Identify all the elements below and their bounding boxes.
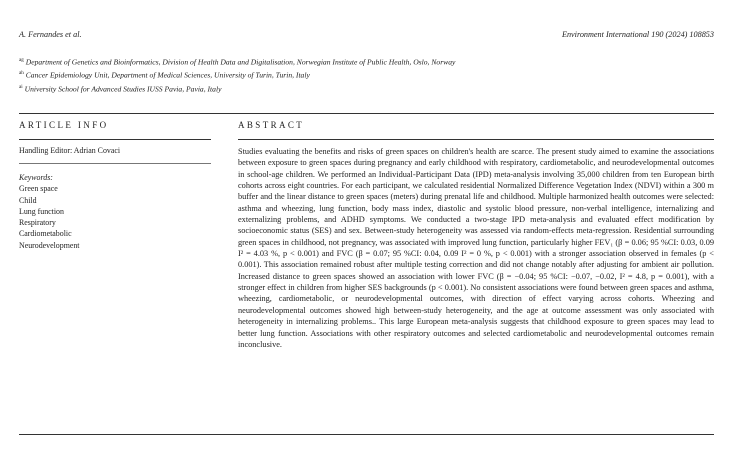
editor-divider bbox=[19, 163, 211, 164]
abstract-body bbox=[238, 146, 714, 350]
handling-editor: Handling Editor: Adrian Covaci bbox=[19, 146, 121, 155]
keywords-block bbox=[19, 172, 211, 251]
affiliation: $^{ai}$ University School for Advanced Studies IUSS Pavia, Pavia, Italy bbox=[19, 84, 222, 94]
affiliations bbox=[19, 55, 719, 95]
keywords-label: Keywords: bbox=[19, 173, 53, 182]
abstract-divider bbox=[238, 139, 714, 140]
abstract-text: Studies evaluating the benefits and risks of green spaces on children's health are scarce. The present study aimed to examine the associations between exposure to green spaces during pregnancy and early childhood with respiratory, cardiometabolic, and neurodevelopmental outcomes in school-age children. We performed an Individual-Participant Data (IPD) meta-analysis involving 35,000 children from ten European birth cohorts across eight countries. For each participant, we calculated residential Normalized Difference Vegetation Index (NDVI) within a 300 m buffer and the linear distance to green spaces (meters) during prenatal life and childhood. Multiple harmonized health outcomes were selected: asthma and wheezing, lung function, body mass index, diastolic and systolic blood pressure, non-verbal intelligence, internalizing and externalizing problems, and ADHD symptoms. We conducted a two-stage IPD meta-analysis and evaluated effect modification by socioeconomic status (SES) and sex. Between-study heterogeneity was assessed via random-effects meta-regression. Residential surrounding green spaces in childhood, not pregnancy, was associated with improved lung function, particularly higher FEV₁ (β = 0.06; 95 %CI: 0.03, 0.09 I² = 4.03 %, p < 0.001) and FVC (β = 0.07; 95 %CI: 0.04, 0.09 I² = 0 %, p < 0.001) with a stronger association observed in females (p < 0.001). This association remained robust after multiple testing correction and did not change notably after adjusting for ambient air pollution. Increased distance to green spaces showed an association with lower FVC (β = −0.04; 95 %CI: −0.07, −0.02, I² = 4.8, p = 0.001), with a stronger effect in children from higher SES backgrounds (p < 0.001). No consistent associations were found between green spaces and asthma, wheezing, cardiometabolic, or neurodevelopmental outcomes, with direction of effect varying across cohorts. Wheezing and neurodevelopmental outcomes showed high between-study heterogeneity, and the age at outcome assessment was only associated with heterogeneity in internalizing problems.. This large European meta-analysis suggests that childhood exposure to green spaces may lead to better lung function. Associations with other respiratory outcomes and selected cardiometabolic and neurodevelopmental outcomes remain inconclusive. bbox=[238, 147, 714, 349]
article-info-heading: ARTICLE INFO bbox=[19, 120, 109, 130]
keyword: Child bbox=[19, 195, 37, 205]
keyword: Neurodevelopment bbox=[19, 240, 80, 250]
keyword: Lung function bbox=[19, 206, 64, 216]
running-head-authors: A. Fernandes et al. bbox=[19, 30, 82, 39]
bottom-divider bbox=[19, 434, 714, 435]
affiliation: $^{ah}$ Cancer Epidemiology Unit, Department of Medical Sciences, University of Turin, Turin, Italy bbox=[19, 70, 310, 80]
running-head-journal: Environment International 190 (2024) 108853 bbox=[561, 30, 714, 39]
affiliation: $^{ag}$ Department of Genetics and Bioinformatics, Division of Health Data and Digitalisation, Norwegian Institute of Public Health, Oslo, Norway bbox=[19, 57, 456, 67]
abstract-heading: ABSTRACT bbox=[238, 120, 305, 130]
keyword: Green space bbox=[19, 184, 58, 194]
keyword: Respiratory bbox=[19, 218, 56, 228]
article-info-divider bbox=[19, 139, 211, 140]
running-head bbox=[19, 30, 714, 39]
keyword: Cardiometabolic bbox=[19, 229, 72, 239]
top-divider bbox=[19, 113, 714, 114]
